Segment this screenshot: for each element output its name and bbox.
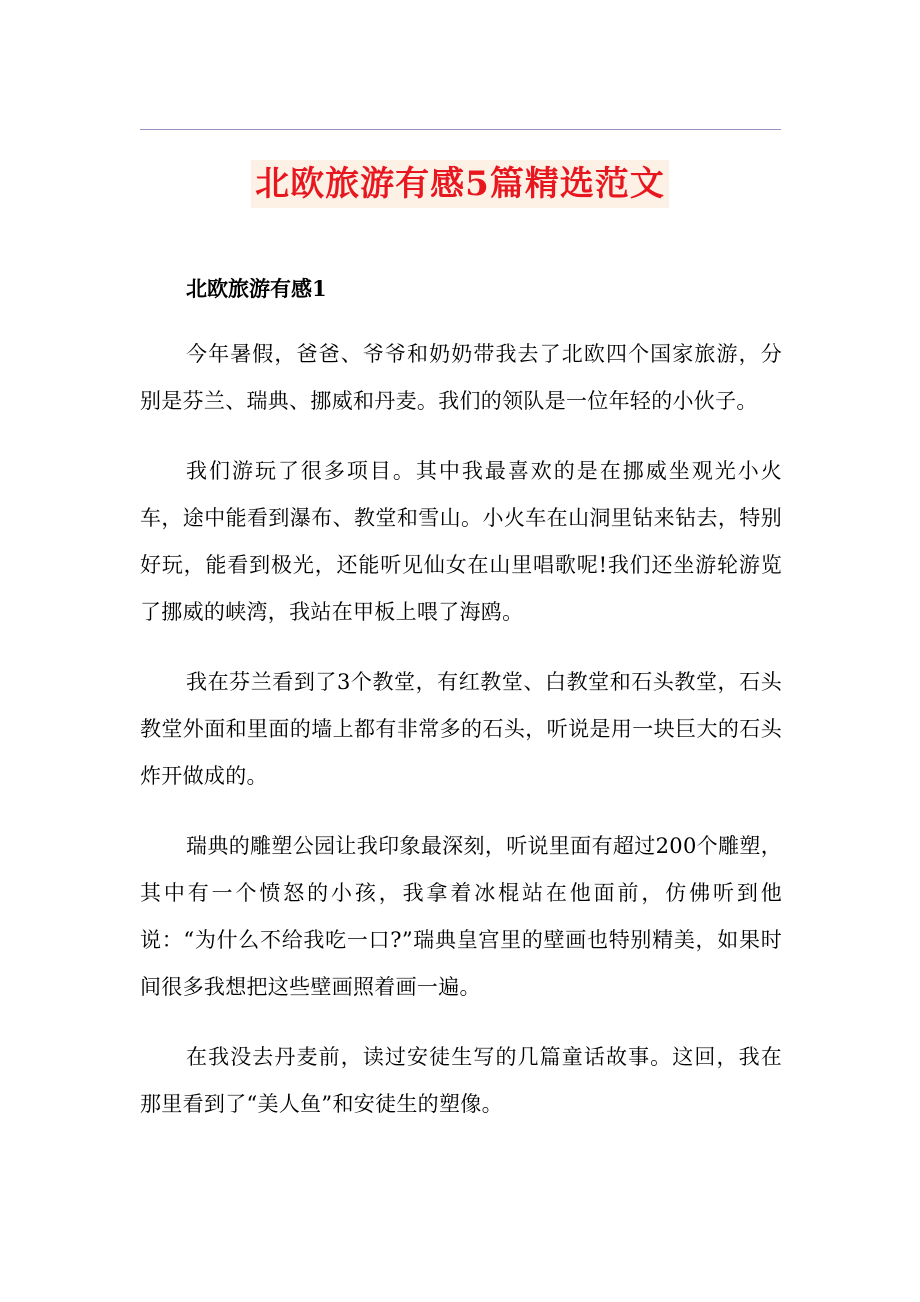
title-block — [0, 160, 920, 208]
paragraph-2: 我们游玩了很多项目。其中我最喜欢的是在挪威坐观光小火车，途中能看到瀑布、教堂和雪山。小火车在山洞里钻来钻去，特别好玩，能看到极光，还能听见仙女在山里唱歌呢!我们还坐游轮游览了挪威的峡湾，我站在甲板上喂了海鸥。 — [140, 459, 782, 624]
paragraph-3: 我在芬兰看到了3个教堂，有红教堂、白教堂和石头教堂，石头教堂外面和里面的墙上都有非常多的石头，听说是用一块巨大的石头炸开做成的。 — [140, 670, 782, 788]
paragraph-4: 瑞典的雕塑公园让我印象最深刻，听说里面有超过200个雕塑，其中有一个愤怒的小孩，我拿着冰棍站在他面前，仿佛听到他说：“为什么不给我吃一口?”瑞典皇宫里的壁画也特别精美，如果时间很多我想把这些壁画照着画一遍。 — [140, 834, 782, 999]
document-body — [140, 270, 782, 1128]
paragraph-5: 在我没去丹麦前，读过安徒生写的几篇童话故事。这回，我在那里看到了“美人鱼”和安徒生的塑像。 — [140, 1045, 782, 1116]
section-heading: 北欧旅游有感1 — [186, 276, 327, 301]
paragraph-1: 今年暑假，爸爸、爷爷和奶奶带我去了北欧四个国家旅游，分别是芬兰、瑞典、挪威和丹麦。我们的领队是一位年轻的小伙子。 — [140, 342, 782, 413]
document-title: 北欧旅游有感5篇精选范文 — [251, 160, 669, 208]
header-rule — [140, 129, 781, 130]
